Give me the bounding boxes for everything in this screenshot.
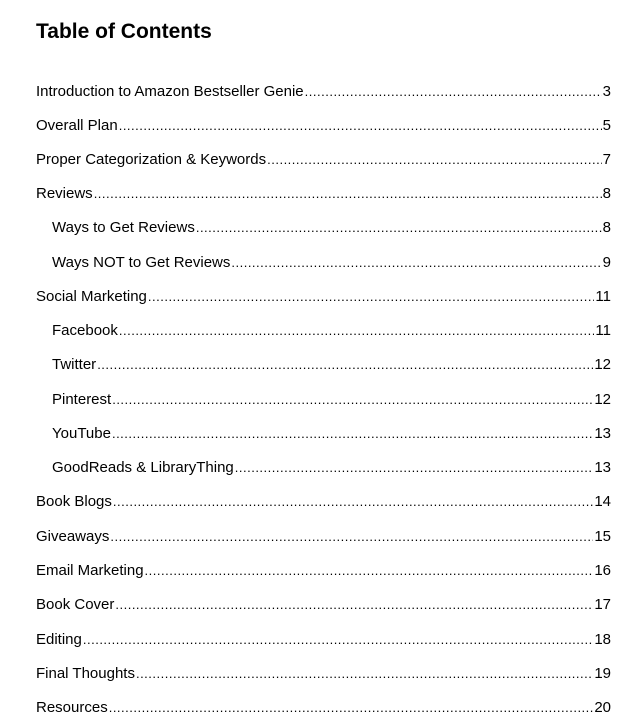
toc-entry-ways-not-to-get-reviews[interactable] xyxy=(52,253,611,273)
toc-entry-editing[interactable] xyxy=(36,630,611,650)
dot-leader xyxy=(112,390,593,410)
toc-entry-goodreads[interactable] xyxy=(52,458,611,478)
dot-leader xyxy=(94,184,602,204)
toc-entry-categorization[interactable] xyxy=(36,150,611,170)
toc-entry-reviews[interactable] xyxy=(36,184,611,204)
dot-leader xyxy=(119,116,602,136)
dot-leader xyxy=(196,218,602,238)
toc-entry-label: Facebook xyxy=(52,322,118,339)
dot-leader xyxy=(231,253,601,273)
toc-entry-label: Book Cover xyxy=(36,596,115,613)
toc-page-number: 7 xyxy=(602,151,611,168)
toc-entry-label: Email Marketing xyxy=(36,562,144,579)
toc-entry-label: Ways to Get Reviews xyxy=(52,219,195,236)
toc-entry-book-blogs[interactable] xyxy=(36,492,611,512)
toc-entry-label: GoodReads & LibraryThing xyxy=(52,459,234,476)
toc-entry-twitter[interactable] xyxy=(52,355,611,375)
dot-leader xyxy=(110,527,593,547)
toc-page-number: 15 xyxy=(594,528,611,545)
toc-entry-email-marketing[interactable] xyxy=(36,561,611,581)
toc-entry-label: YouTube xyxy=(52,425,111,442)
dot-leader xyxy=(112,424,593,444)
toc-entry-label: Ways NOT to Get Reviews xyxy=(52,254,231,271)
toc-entry-label: Twitter xyxy=(52,356,97,373)
toc-entry-giveaways[interactable] xyxy=(36,527,611,547)
toc-entry-ways-to-get-reviews[interactable] xyxy=(52,218,611,238)
toc-entry-label: Introduction to Amazon Bestseller Genie xyxy=(36,83,304,100)
toc-page-number: 12 xyxy=(594,356,611,373)
toc-page-number: 11 xyxy=(595,322,611,339)
toc-entry-label: Social Marketing xyxy=(36,288,147,305)
page-title: Table of Contents xyxy=(36,20,212,43)
toc-entry-book-cover[interactable] xyxy=(36,595,611,615)
toc-entry-pinterest[interactable] xyxy=(52,390,611,410)
toc-entry-label: Resources xyxy=(36,699,108,716)
dot-leader xyxy=(109,698,594,718)
dot-leader xyxy=(136,664,593,684)
toc-entry-overall-plan[interactable] xyxy=(36,116,611,136)
toc-entry-introduction[interactable] xyxy=(36,82,611,102)
toc-page-number: 9 xyxy=(602,254,611,271)
dot-leader xyxy=(235,458,594,478)
toc-entry-label: Pinterest xyxy=(52,391,112,408)
toc-entry-label: Book Blogs xyxy=(36,493,112,510)
dot-leader xyxy=(267,150,602,170)
toc-page-number: 19 xyxy=(594,665,611,682)
dot-leader xyxy=(119,321,595,341)
toc-entry-youtube[interactable] xyxy=(52,424,611,444)
dot-leader xyxy=(145,561,594,581)
dot-leader xyxy=(83,630,593,650)
toc-page-number: 11 xyxy=(595,288,611,305)
toc-entry-resources[interactable] xyxy=(36,698,611,718)
toc-page-number: 13 xyxy=(594,459,611,476)
toc-page-number: 17 xyxy=(594,596,611,613)
toc-page-number: 18 xyxy=(594,631,611,648)
dot-leader xyxy=(113,492,593,512)
dot-leader xyxy=(148,287,595,307)
toc-page-number: 20 xyxy=(594,699,611,716)
toc-page-number: 8 xyxy=(602,219,611,236)
toc-entry-label: Editing xyxy=(36,631,82,648)
toc-entry-label: Reviews xyxy=(36,185,93,202)
toc-entry-label: Proper Categorization & Keywords xyxy=(36,151,267,168)
toc-entry-final-thoughts[interactable] xyxy=(36,664,611,684)
toc-page-number: 13 xyxy=(594,425,611,442)
toc-entry-label: Overall Plan xyxy=(36,117,118,134)
toc-entry-facebook[interactable] xyxy=(52,321,611,341)
dot-leader xyxy=(97,355,593,375)
toc-page-number: 8 xyxy=(602,185,611,202)
toc-entry-label: Final Thoughts xyxy=(36,665,135,682)
toc-page-number: 12 xyxy=(594,391,611,408)
dot-leader xyxy=(305,82,602,102)
dot-leader xyxy=(115,595,593,615)
toc-page-number: 5 xyxy=(602,117,611,134)
toc-page-number: 3 xyxy=(602,83,611,100)
toc-page-number: 14 xyxy=(594,493,611,510)
toc-entry-social-marketing[interactable] xyxy=(36,287,611,307)
toc-entry-label: Giveaways xyxy=(36,528,110,545)
toc-page-number: 16 xyxy=(594,562,611,579)
